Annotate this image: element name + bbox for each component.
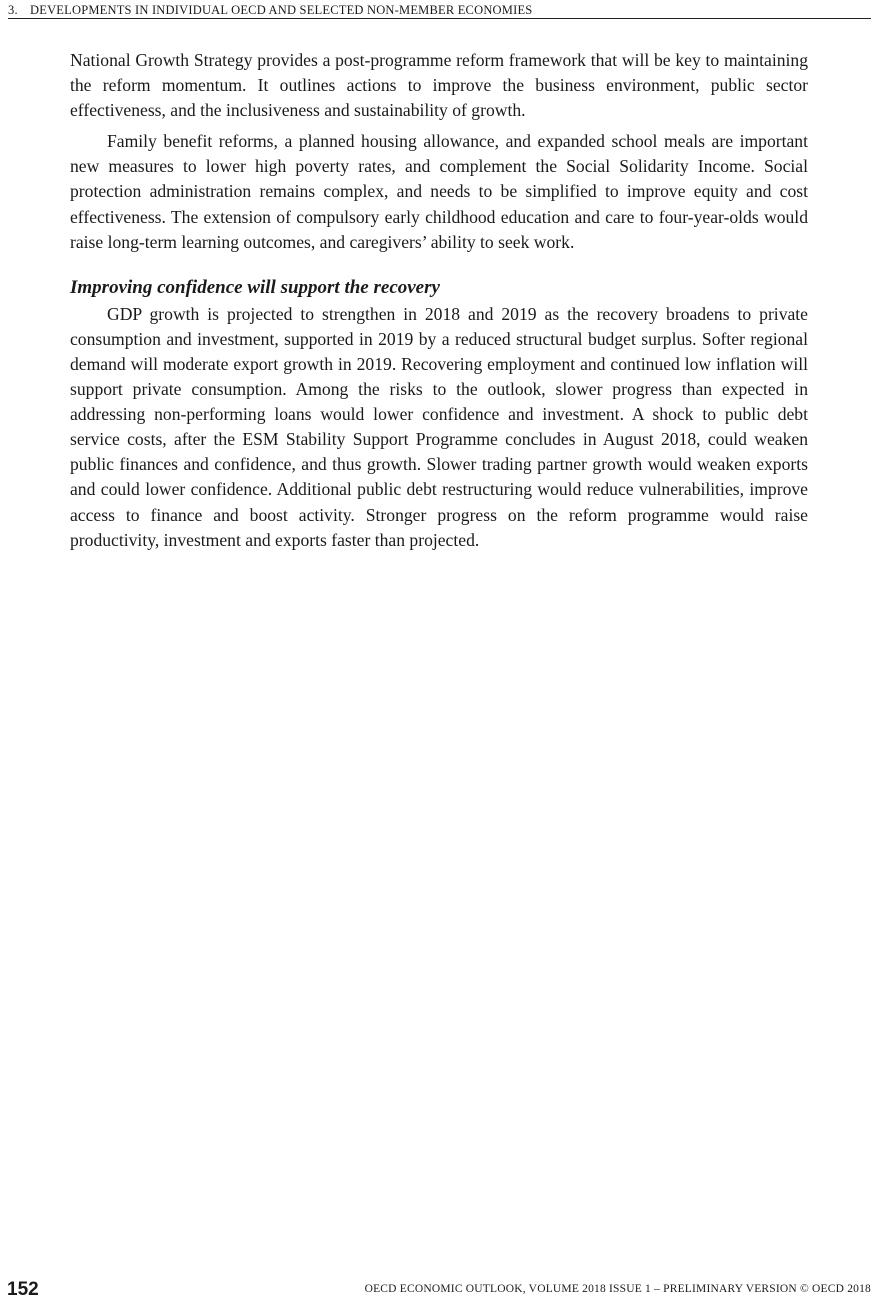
page-number: 152 [7, 1279, 39, 1300]
section-heading: Improving confidence will support the recovery [70, 276, 440, 298]
running-head [8, 2, 871, 19]
paragraph-gdp-outlook: GDP growth is projected to strengthen in 2018 and 2019 as the recovery broadens to private consumption and investment, supported in 2019 by a reduced structural budget surplus. Softer regional demand will moderate export growth in 2019. Recovering employment and continued low inflation will support private consumption. Among the risks to the outlook, slower progress than expected in addressing non-performing loans would lower confidence and investment. A shock to public debt service costs, after the ESM Stability Support Programme concludes in August 2018, could weaken public finances and confidence, and thus growth. Slower trading partner growth would weaken exports and could lower confidence. Additional public debt restructuring would reduce vulnerabilities, improve access to finance and boost activity. Stronger progress on the reform programme would raise productivity, investment and exports faster than projected. [70, 303, 808, 550]
chapter-title: DEVELOPMENTS IN INDIVIDUAL OECD AND SELECTED NON-MEMBER ECONOMIES [30, 3, 533, 17]
chapter-number: 3. [8, 3, 18, 17]
paragraph-family-benefits: Family benefit reforms, a planned housing allowance, and expanded school meals are important new measures to lower high poverty rates, and complement the Social Solidarity Income. Social protection administration remains complex, and needs to be simplified to improve equity and cost effectiveness. The extension of compulsory early childhood education and care to four-year-olds would raise long-term learning outcomes, and caregivers’ ability to seek work. [70, 131, 808, 252]
paragraph-growth-strategy: National Growth Strategy provides a post-programme reform framework that will be key to maintaining the reform momentum. It outlines actions to improve the business environment, public sector effectiveness, and the inclusiveness and sustainability of growth. [70, 50, 808, 121]
body-text [70, 48, 808, 559]
publication-footer: OECD ECONOMIC OUTLOOK, VOLUME 2018 ISSUE 1 – PRELIMINARY VERSION © OECD 2018 [364, 1283, 871, 1295]
